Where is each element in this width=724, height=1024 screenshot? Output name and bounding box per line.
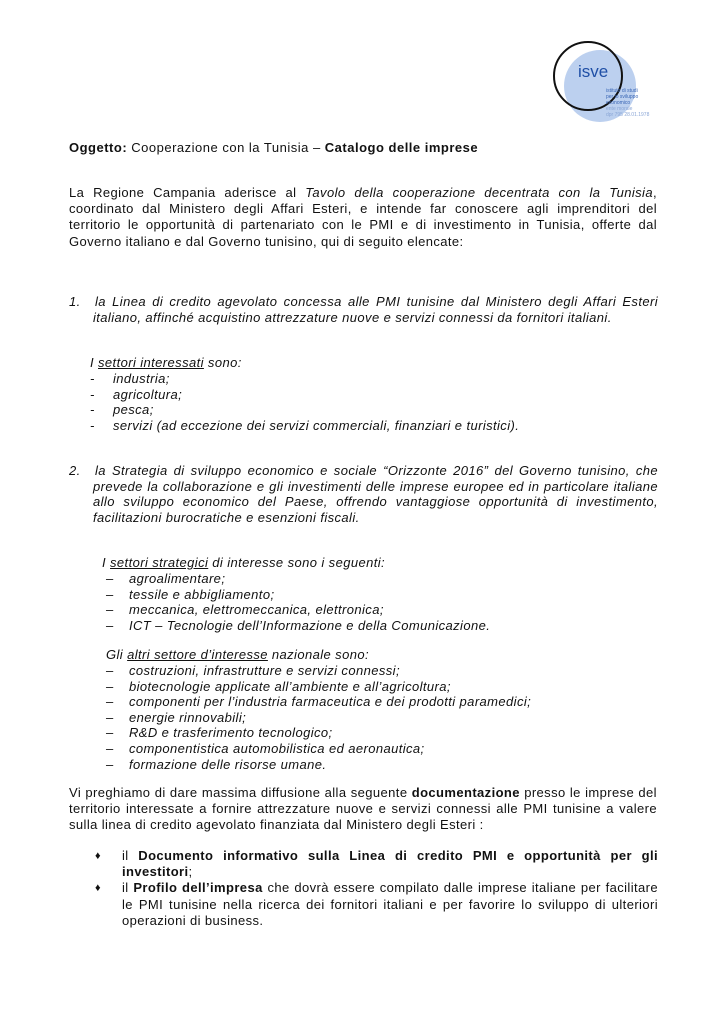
list-item-text: costruzioni, infrastrutture e servizi connessi; [129,663,400,678]
item1-sectors-label: settori interessati [98,355,204,370]
list-item: – ICT – Tecnologie dell’Informazione e della Comunicazione. [106,617,491,633]
intro-part2: , coordinato dal Ministero degli Affari Esteri, e intende far conoscere agli imprenditori del territorio le opportunità di partenariato con le PMI e di investimento in Tunisia, offerte dal Governo italiano e dal Governo tunisino, qui di seguito elencate: [69,185,657,249]
item1-sectors-list [90,371,519,433]
list-item: – meccanica, elettromeccanica, elettronica; [106,602,384,618]
subject-label: Oggetto: [69,140,128,155]
subject-bold-text: Catalogo delle imprese [324,140,479,155]
logo-name: isve [578,62,609,81]
item1-sectors-heading [90,355,242,371]
list-item-text: componenti per l’industria farmaceutica e dei prodotti paramedici; [129,694,532,710]
list-item: – biotecnologie applicate all’ambiente e all’agricoltura; [106,678,451,694]
bullet-prefix: il [122,848,139,863]
diamond-bullet-icon: ♦ [95,882,102,895]
list-item-text: R&D e trasferimento tecnologico; [129,725,333,741]
list-item-text: componentistica automobilistica ed aeronautica; [129,740,425,756]
item2-strategic-heading [102,555,385,571]
list-item-text: pesca; [113,402,154,418]
list-item: – costruzioni, infrastrutture e servizi connessi; [106,663,400,678]
list-item-text: agricoltura; [113,386,183,402]
bullet-suffix: ; [188,864,193,880]
item2-other-label: altri settore d’interesse [127,647,268,662]
logo-line: economico [606,100,631,106]
list-item-text: ICT – Tecnologie dell’Informazione e della Comunicazione. [129,617,491,633]
list-item-text: meccanica, elettromeccanica, elettronica; [129,602,384,618]
logo-caption [606,88,649,118]
list-item: - servizi (ad eccezione dei servizi commerciali, finanziari e turistici). [90,417,520,433]
list-item: – componenti per l’industria farmaceutica e dei prodotti paramedici; [106,694,532,710]
item2-other-prefix: Gli [106,647,128,662]
list-item: – energie rinnovabili; [106,709,247,725]
item2-strategic-suffix: di interesse sono i seguenti: [208,555,386,570]
list-item: – R&D e trasferimento tecnologico; [106,725,333,741]
list-item-text: industria; [113,371,170,386]
documents-list [95,848,658,929]
bullet-bold: Profilo dell’impresa [133,880,263,896]
list-item-text: biotecnologie applicate all’ambiente e all’agricoltura; [129,678,451,694]
list-item: - industria; [90,371,170,386]
item2-strategic-label: settori strategici [110,555,209,570]
logo-line: per lo sviluppo [606,94,639,100]
list-item-text: agroalimentare; [129,571,226,586]
item2-other-list [106,663,531,772]
list-item-text: formazione delle risorse umane. [129,756,327,772]
item1-text: la Linea di credito agevolato concessa alle PMI tunisine dal Ministero degli Affari Esteri italiano, affinché acquistino attrezzature nuove e servizi connessi da fornitori italiani. [93,294,658,325]
logo-line: istituto di studi [606,88,638,94]
document-bullet [95,848,658,880]
subject-line [69,140,478,155]
item2-strategic-list [106,571,490,633]
bullet-prefix: il [122,880,134,896]
list-item-text: energie rinnovabili; [129,709,247,725]
list-item-text: servizi (ad eccezione dei servizi commerciali, finanziari e turistici). [113,417,520,433]
item2-strategic-prefix: I [102,555,111,570]
subject-text: Cooperazione con la Tunisia – [131,140,321,155]
logo-line: ente morale [606,106,633,112]
bullet-bold: Documento informativo sulla Linea di credito PMI e opportunità per gli investitori [122,848,658,880]
closing-part1: Vi preghiamo di dare massima diffusione alla seguente [69,785,412,800]
list-item: – agroalimentare; [106,571,226,586]
intro-paragraph [69,185,657,250]
logo-line: dpr 795 28.01.1978 [606,112,650,118]
document-bullet [95,880,658,929]
bullet-suffix: che dovrà essere compilato dalle imprese italiane per facilitare le PMI tunisine nella ricerca dei fornitori italiani e per favorire lo sviluppo di ulteriori operazioni di business. [122,880,658,928]
item2-other-suffix: nazionale sono: [267,647,369,662]
intro-italic: Tavolo della cooperazione decentrata con la Tunisia [305,185,653,200]
item2-text: la Strategia di sviluppo economico e sociale “Orizzonte 2016” del Governo tunisino, che prevede la collaborazione e gli investimenti delle imprese europee ed in particolare italiane allo sviluppo economico del Paese, offrendo vantaggiose opportunità di investimento, facilitazioni burocratiche e esenzioni fiscali. [93,463,658,525]
diamond-bullet-icon: ♦ [95,850,102,862]
intro-part1: La Regione Campania aderisce al [69,185,306,200]
closing-bold: documentazione [411,785,520,800]
list-item: – componentistica automobilistica ed aeronautica; [106,740,425,756]
list-item: - pesca; [90,402,154,418]
item1-sectors-suffix: sono: [203,355,242,370]
item1-number: 1. [69,294,81,309]
item2-other-heading [106,647,369,663]
closing-part2: presso le imprese del territorio interessate a fornire attrezzature nuove e servizi connessi alle PMI tunisine a valere sulla linea di credito agevolato finanziata dal Ministero degli Esteri : [69,785,657,833]
closing-paragraph [69,785,657,834]
list-item: – tessile e abbigliamento; [106,586,275,602]
item1-sectors-prefix: I [90,355,99,370]
list-item-text: tessile e abbigliamento; [129,586,275,602]
list-item: – formazione delle risorse umane. [106,756,327,772]
list-item: - agricoltura; [90,386,183,402]
item2-number: 2. [69,463,81,478]
